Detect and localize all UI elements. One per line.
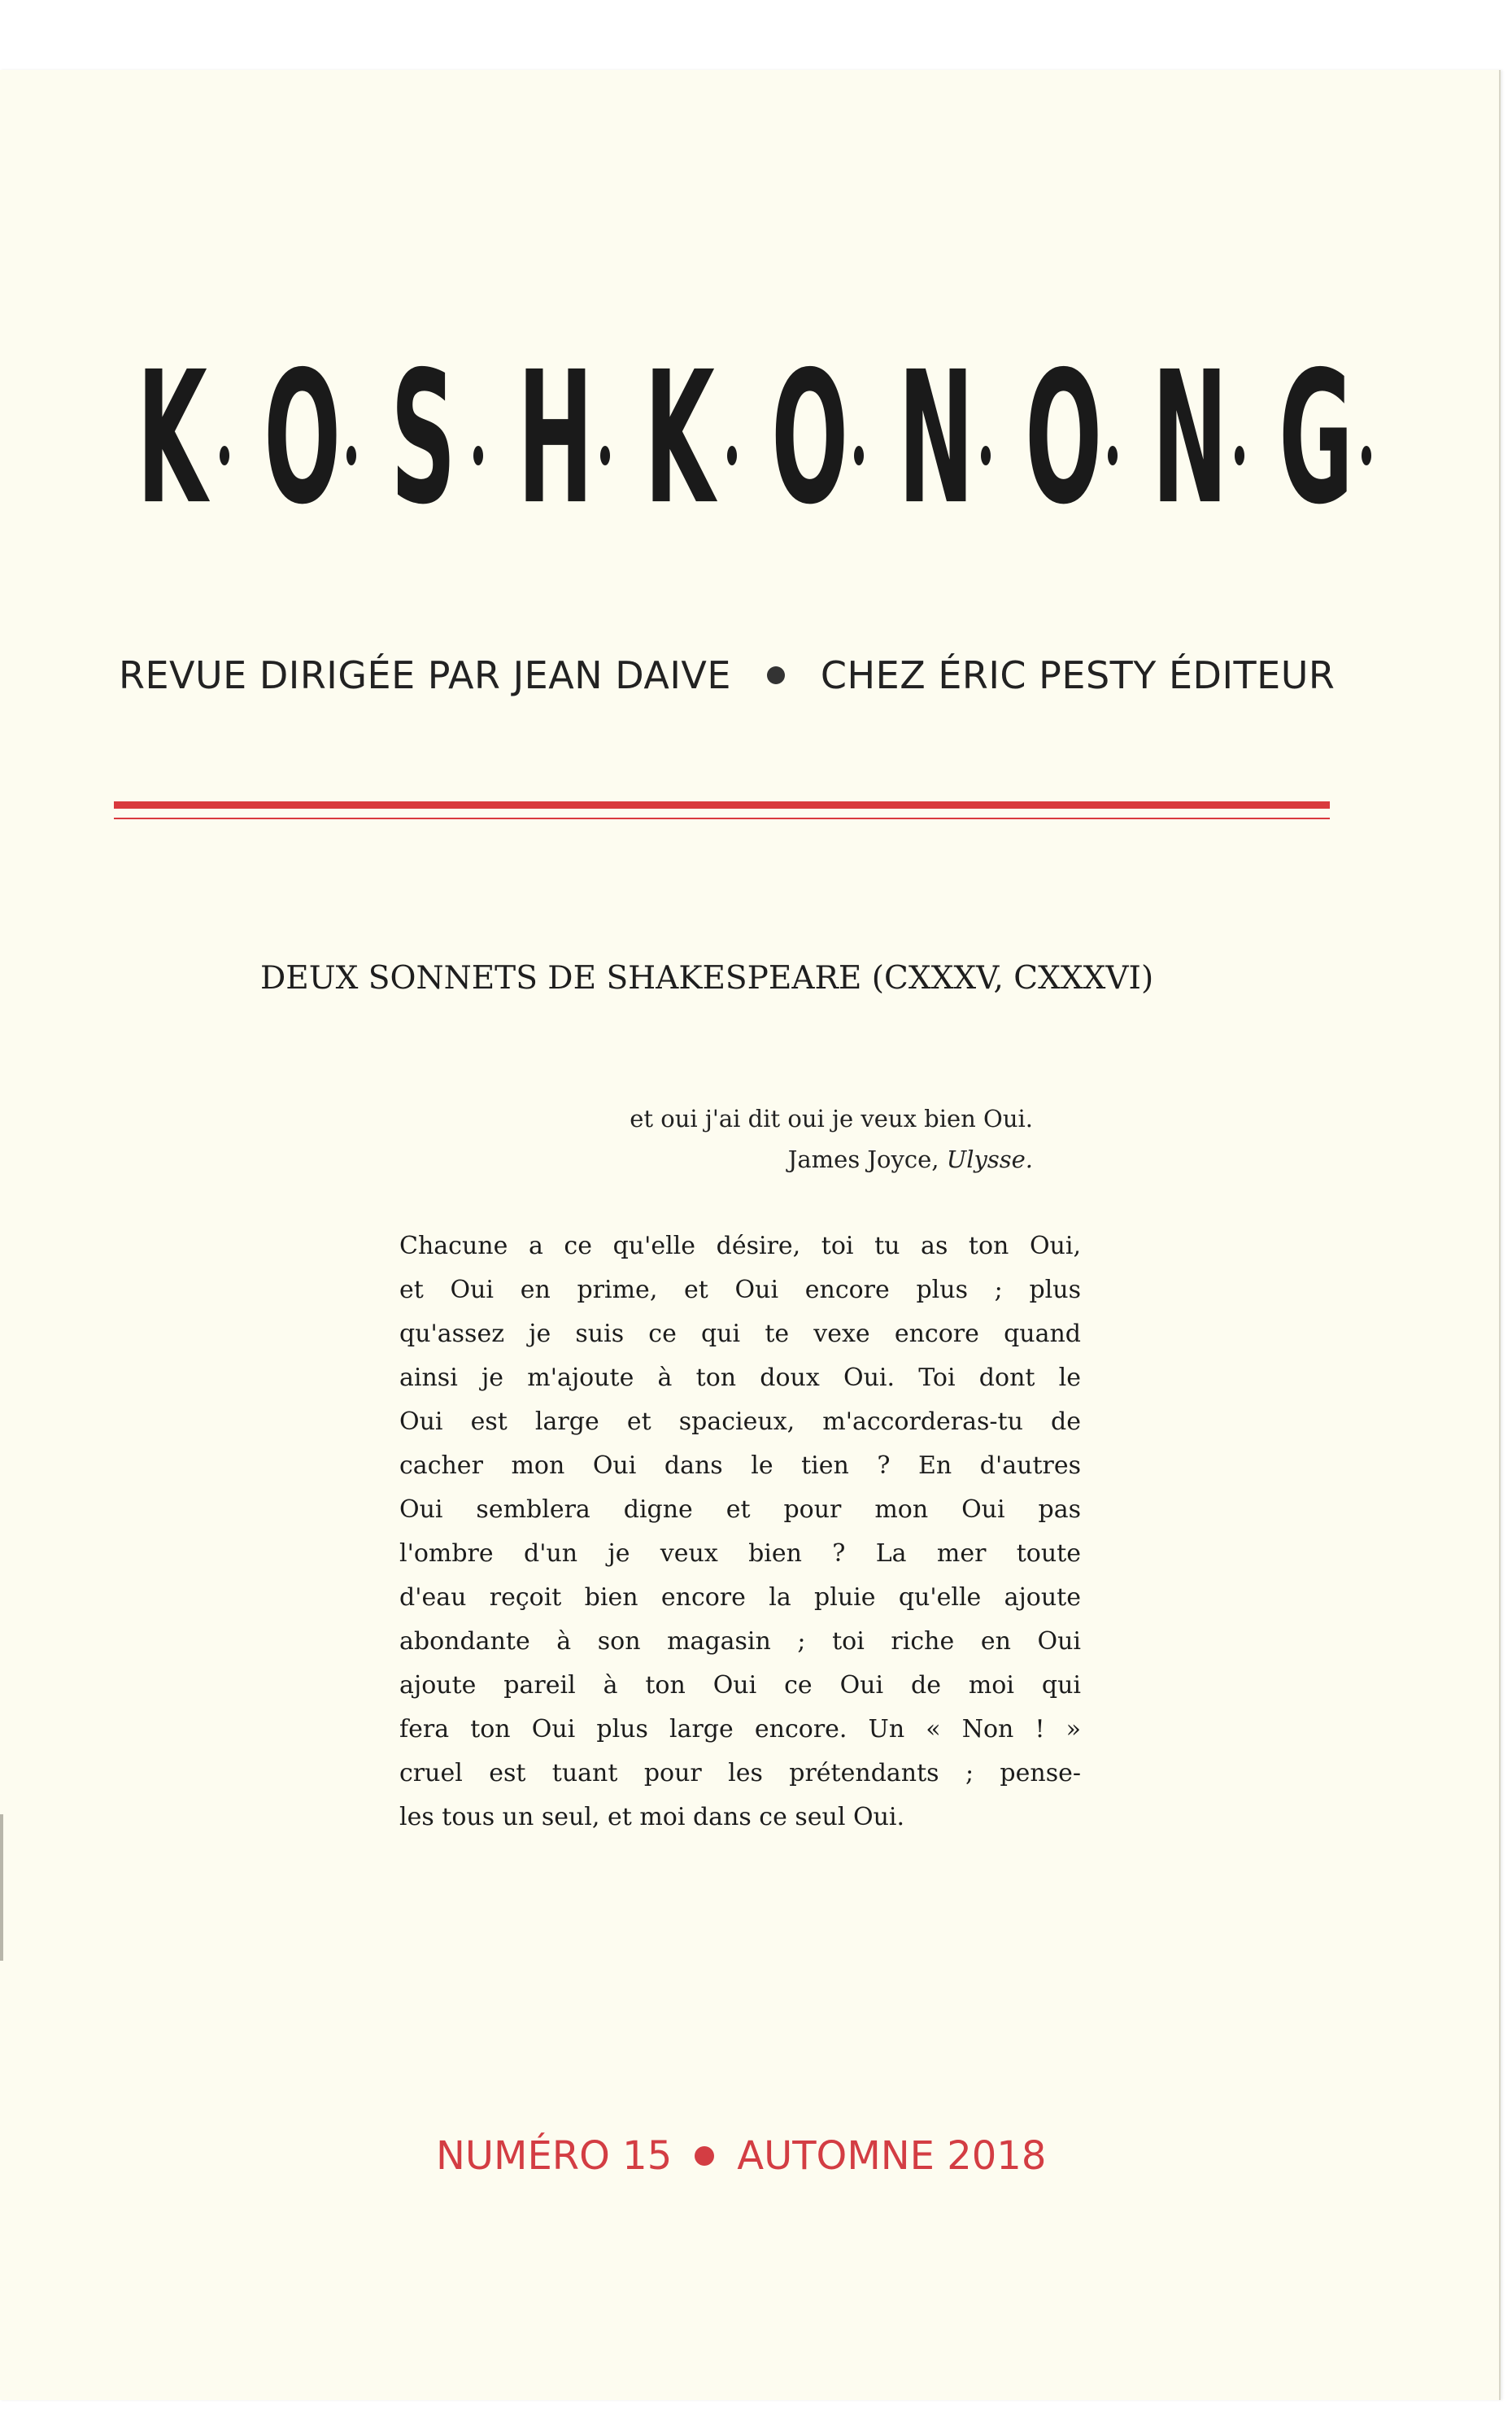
prose-line: Oui est large et spacieux, m'accorderas-tu de [399,1407,1081,1436]
masthead-letter: H [517,332,594,545]
editor-credit: REVUE DIRIGÉE PAR JEAN DAIVE [119,653,731,697]
masthead-letter: K [137,332,207,545]
prose-line: fera ton Oui plus large encore. Un « Non ! » [399,1715,1081,1743]
prose-line: Oui semblera digne et pour mon Oui pas [399,1495,1081,1524]
red-rule-thick [114,801,1330,809]
editorial-subtitle [119,651,1355,700]
masthead-dot [1235,446,1244,465]
masthead-letter: O [264,332,342,545]
epigraph-attribution [488,1139,1033,1180]
masthead-dot [1108,446,1118,465]
masthead-letter: O [1025,332,1103,545]
sonnet-prose [399,1224,1081,1839]
issue-number: NUMÉRO 15 [436,2133,673,2179]
masthead-dot [854,446,864,465]
masthead-letter: G [1279,332,1353,545]
masthead-title [122,332,1391,545]
prose-line: qu'assez je suis ce qui te vexe encore quand [399,1320,1081,1348]
masthead-dot [473,446,483,465]
staple-edge [0,1814,3,1961]
prose-line: cruel est tuant pour les prétendants ; pense- [399,1759,1081,1787]
prose-line: et Oui en prime, et Oui encore plus ; plus [399,1276,1081,1304]
article-title: DEUX SONNETS DE SHAKESPEARE (CXXXV, CXXXVI) [260,960,1154,997]
epigraph-author: James Joyce, [787,1146,939,1173]
masthead-dot [981,446,991,465]
masthead-letter: N [1152,332,1228,545]
issue-season: AUTOMNE 2018 [737,2133,1047,2179]
masthead-letter: S [390,332,456,545]
red-rule-thin [114,818,1330,819]
prose-line: Chacune a ce qu'elle désire, toi tu as ton Oui, [399,1232,1081,1260]
issue-footer [436,2132,1168,2180]
prose-line: l'ombre d'un je veux bien ? La mer toute [399,1539,1081,1568]
masthead-dot [220,446,229,465]
masthead-letter: N [898,332,974,545]
prose-line: les tous un seul, et moi dans ce seul Oui. [399,1803,905,1831]
prose-line: ainsi je m'ajoute à ton doux Oui. Toi dont le [399,1364,1081,1392]
epigraph-quote: et oui j'ai dit oui je veux bien Oui. [630,1105,1033,1132]
bullet-separator [695,2146,714,2166]
epigraph [488,1098,1033,1180]
masthead-dot [1362,446,1371,465]
masthead-dot [727,446,737,465]
bullet-separator [767,666,785,684]
masthead-dot [346,446,356,465]
masthead-letter: O [771,332,849,545]
masthead-letter: K [644,332,715,545]
masthead-dot [600,446,610,465]
prose-line: abondante à son magasin ; toi riche en Oui [399,1627,1081,1656]
prose-line: cacher mon Oui dans le tien ? En d'autres [399,1451,1081,1480]
publisher-credit: CHEZ ÉRIC PESTY ÉDITEUR [820,653,1336,697]
prose-line: d'eau reçoit bien encore la pluie qu'elle ajoute [399,1583,1081,1612]
prose-line: ajoute pareil à ton Oui ce Oui de moi qui [399,1671,1081,1700]
epigraph-work: Ulysse. [946,1146,1033,1173]
